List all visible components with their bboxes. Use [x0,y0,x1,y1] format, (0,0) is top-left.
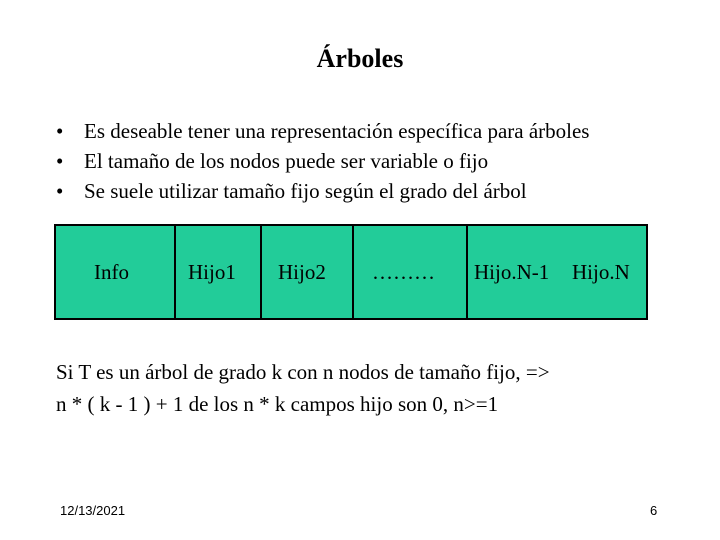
node-field-child1: Hijo1 [188,260,236,284]
field-divider [260,226,262,318]
node-field-child-n: Hijo.N [572,260,630,284]
bullet-text: El tamaño de los nodos puede ser variable o fijo [84,149,489,173]
field-divider [352,226,354,318]
bullet-text: Se suele utilizar tamaño fijo según el grado del árbol [84,179,527,203]
bullet-item [56,116,589,146]
node-field-info: Info [94,260,129,284]
paragraph-line: n * ( k - 1 ) + 1 de los n * k campos hijo son 0, n>=1 [56,392,499,416]
bullet-text: Es deseable tener una representación específica para árboles [84,119,590,143]
node-field-ellipsis: ……… [372,260,435,284]
bullet-item [56,146,589,176]
bullet-icon: • [56,119,64,143]
paragraph-line: Si T es un árbol de grado k con n nodos de tamaño fijo, => [56,360,550,384]
bullet-list [56,116,589,206]
node-field-child-n-minus-1: Hijo.N-1 [474,260,550,284]
bullet-icon: • [56,149,64,173]
bullet-icon: • [56,179,64,203]
node-field-child2: Hijo2 [278,260,326,284]
bullet-item [56,176,589,206]
node-structure-diagram [54,224,648,320]
footer-page-number: 6 [650,503,658,518]
conclusion-paragraph [56,356,550,420]
footer-date: 12/13/2021 [60,503,126,518]
field-divider [466,226,468,318]
field-divider [174,226,176,318]
slide-title: Árboles [316,44,404,73]
